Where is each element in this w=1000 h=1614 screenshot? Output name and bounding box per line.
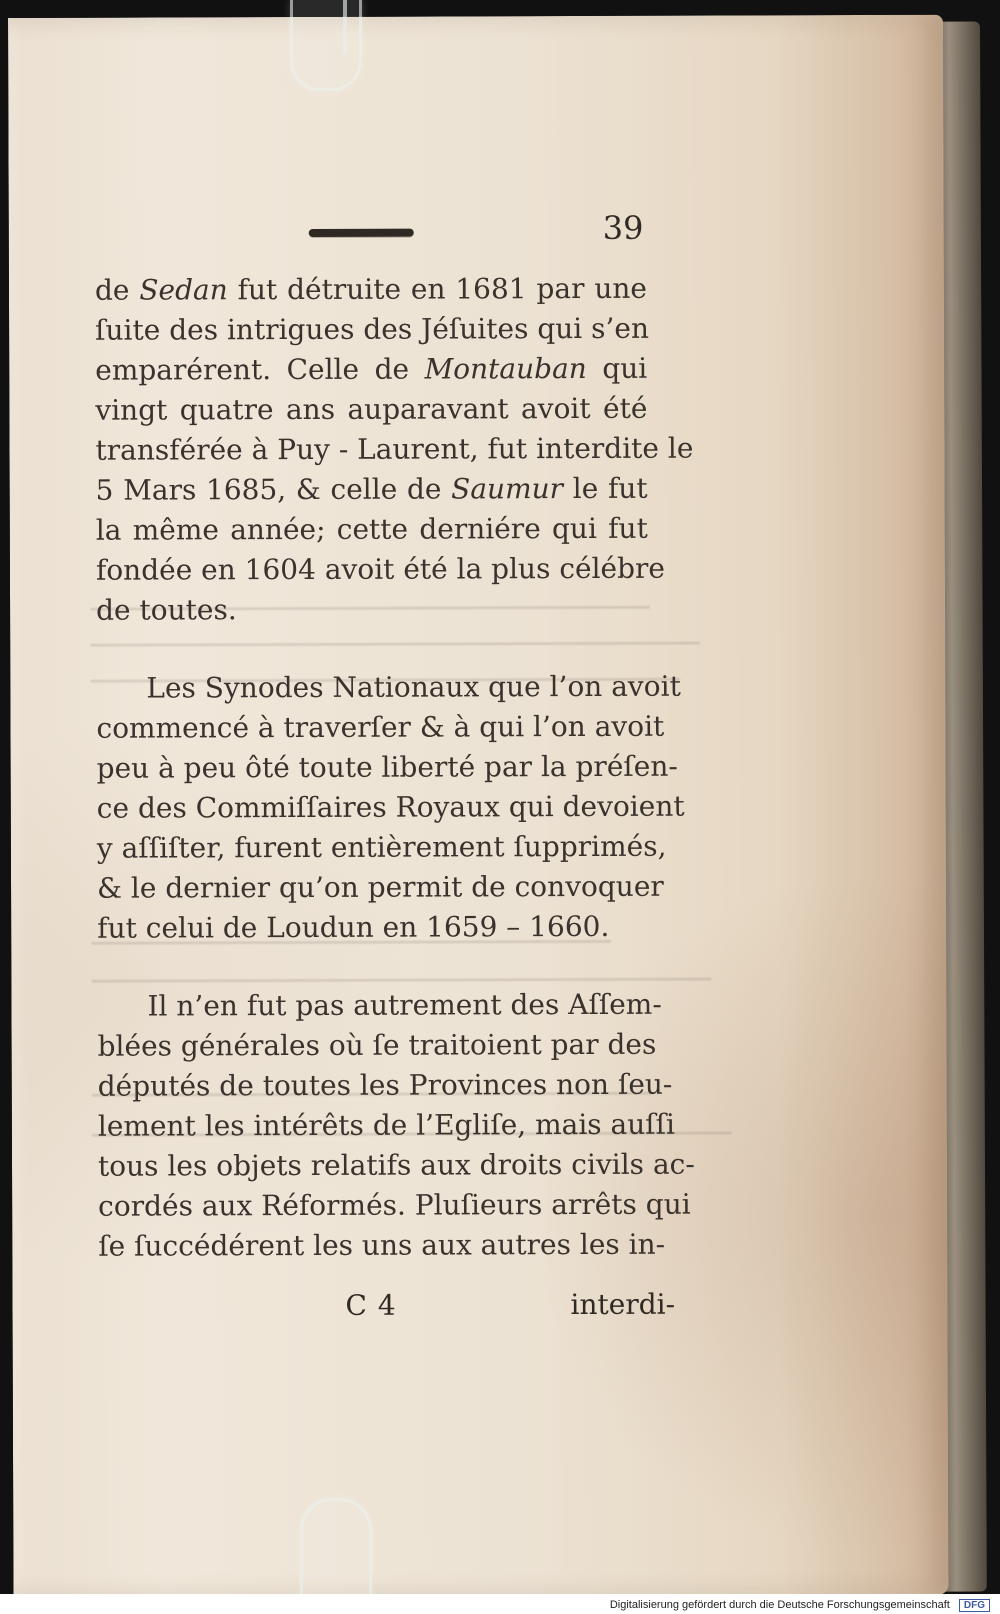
top-clip: [290, 0, 362, 91]
credit-text: Digitalisierung gefördert durch die Deutsche Forschungsgemeinschaft: [609, 1599, 950, 1611]
text-segment: la même année; cette derniére qui fut: [95, 511, 648, 547]
text-segment: ce des Commiſſaires Royaux qui devoient: [96, 789, 685, 825]
text-segment: fut détruite en 1681 par une: [227, 271, 648, 307]
text-line: [97, 1065, 673, 1107]
text-line: [95, 429, 694, 471]
text-line: [96, 747, 678, 789]
text-line: [97, 1025, 657, 1067]
top-clip-stem: [343, 0, 347, 54]
text-segment: Il n’en fut pas autrement des Aſſem-: [147, 987, 662, 1023]
text-line: [98, 1225, 666, 1267]
text-line: [96, 787, 685, 829]
text-line: [97, 907, 649, 949]
text-segment: ſe ſuccédérent les uns aux autres les in-: [98, 1227, 666, 1263]
paragraph: [96, 667, 685, 949]
text-line: [98, 1185, 691, 1227]
text-line: [96, 509, 648, 551]
italic-term: Montauban: [424, 351, 587, 386]
digitization-credit: [610, 1598, 990, 1612]
text-line: [96, 867, 664, 909]
text-line: [96, 707, 665, 749]
text-segment: tous les objets relatifs aux droits civils ac-: [97, 1147, 695, 1183]
text-segment: blées générales où ſe traitoient par des: [97, 1027, 657, 1063]
text-line: [95, 389, 647, 431]
text-segment: peu à peu ôté toute liberté par la préſen-: [96, 749, 678, 785]
text-line: [97, 1105, 675, 1147]
catchword: interdi-: [570, 1287, 676, 1322]
text-segment: le fut: [562, 471, 648, 506]
italic-term: Saumur: [451, 472, 564, 506]
paper-page: [8, 15, 949, 1598]
text-line: [97, 985, 662, 1027]
text-segment: cordés aux Réformés. Pluſieurs arrêts qui: [98, 1187, 691, 1223]
paragraph-list: [94, 269, 695, 1267]
text-segment: Les Synodes Nationaux que l’on avoit: [146, 669, 681, 705]
text-line: [96, 827, 667, 869]
text-segment: emparérent. Celle de: [95, 352, 425, 387]
text-line: [95, 349, 647, 391]
dfg-logo: DFG: [959, 1599, 990, 1612]
page-number: 39: [602, 208, 644, 247]
text-segment: transférée à Puy - Laurent, fut interdite le: [95, 431, 694, 467]
text-segment: y aſſiſter, furent entièrement ſupprimés,: [96, 829, 667, 865]
text-segment: fondée en 1604 avoit été la plus célébre: [95, 551, 666, 587]
text-segment: fut celui de Loudun en 1659 – 1660.: [97, 909, 610, 945]
text-line: [96, 469, 648, 511]
text-segment: ſuite des intrigues des Jéſuites qui s’en: [95, 311, 650, 347]
italic-term: Sedan: [139, 273, 228, 307]
signature-mark: C 4: [345, 1288, 397, 1322]
text-line: [96, 589, 648, 631]
text-segment: qui: [586, 351, 648, 385]
text-segment: & le dernier qu’on permit de convoquer: [96, 869, 664, 905]
text-line: [95, 549, 666, 591]
footer-strip: [0, 1594, 1000, 1614]
paragraph: [97, 985, 695, 1267]
paragraph: [94, 269, 694, 631]
page-text: [94, 269, 695, 1267]
text-segment: lement les intérêts de l’Egliſe, mais auſſi: [97, 1107, 675, 1143]
text-segment: de toutes.: [96, 593, 237, 627]
text-segment: 5 Mars 1685, & celle de: [95, 472, 452, 507]
text-line: [95, 269, 647, 311]
text-segment: députés de toutes les Provinces non ſeu-: [97, 1067, 673, 1103]
text-line: [96, 667, 681, 709]
header-rule: [309, 229, 414, 237]
text-segment: commencé à traverſer & à qui l’on avoit: [96, 709, 665, 745]
text-line: [95, 309, 650, 351]
text-line: [97, 1145, 695, 1187]
text-segment: vingt quatre ans auparavant avoit été: [95, 391, 648, 427]
text-segment: de: [94, 273, 140, 307]
